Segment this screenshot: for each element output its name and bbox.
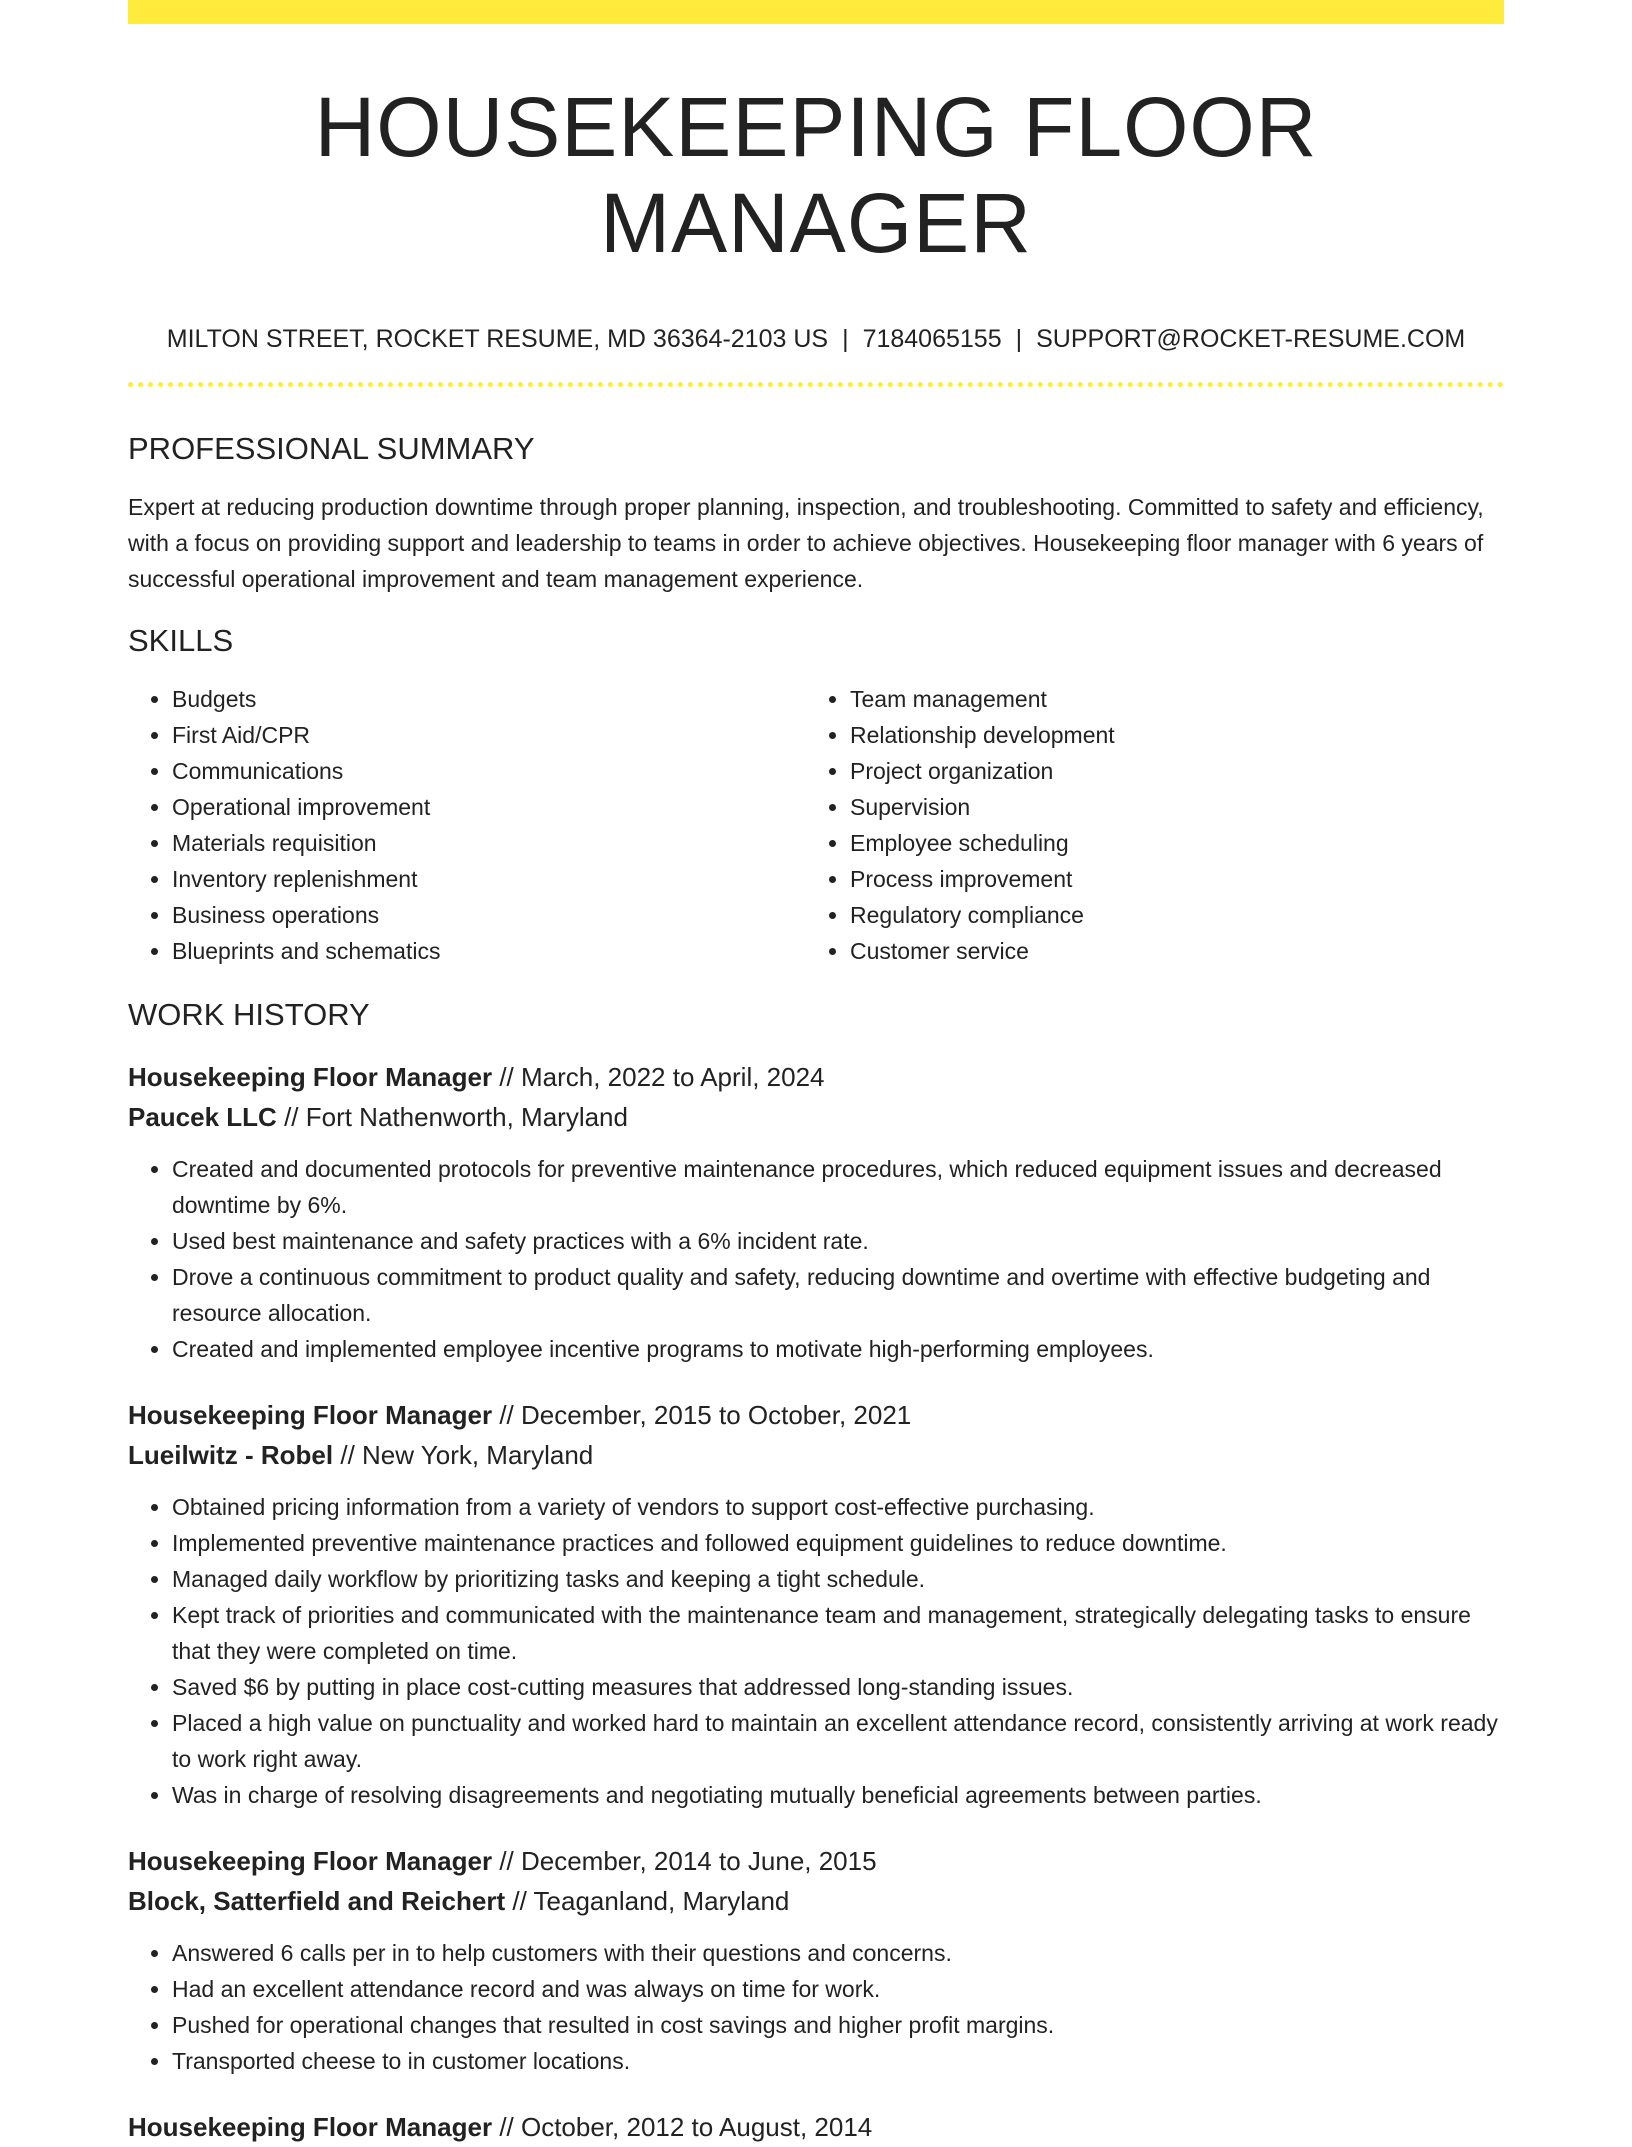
job-location: // Fort Nathenworth, Maryland <box>284 1102 628 1132</box>
dotted-divider <box>128 382 1504 387</box>
skill-item: • Blueprints and schematics <box>172 933 806 969</box>
job-bullet: • Transported cheese to in customer locations. <box>172 2043 1504 2079</box>
skill-item: • Employee scheduling <box>850 825 1484 861</box>
job-title-line <box>128 1057 1504 1097</box>
job-dates: // March, 2022 to April, 2024 <box>499 1062 825 1092</box>
job-entry <box>128 2107 1504 2147</box>
skills-list <box>128 681 1504 969</box>
top-accent-bar <box>128 0 1504 24</box>
contact-separator: | <box>842 325 849 353</box>
resume-name: HOUSEKEEPING FLOOR MANAGER <box>314 80 1318 270</box>
skill-item: • Materials requisition <box>172 825 806 861</box>
job-entry <box>128 1057 1504 1367</box>
job-role: Housekeeping Floor Manager <box>128 1400 493 1430</box>
job-dates: // October, 2012 to August, 2014 <box>499 2112 873 2142</box>
job-bullets <box>128 1489 1504 1813</box>
contact-line <box>128 323 1504 355</box>
job-title-line <box>128 1841 1504 1881</box>
summary-text: Expert at reducing production downtime through proper planning, inspection, and troubleshooting. Committed to safety and efficiency, with a focus on providing support and leadership to teams in order to achieve objectives. Housekeeping floor manager with 6 years of successful operational improvement and team management experience. <box>128 494 1484 592</box>
skill-item: • Budgets <box>172 681 806 717</box>
job-dates: // December, 2015 to October, 2021 <box>499 1400 912 1430</box>
job-role: Housekeeping Floor Manager <box>128 2112 493 2142</box>
job-bullet: • Created and implemented employee incentive programs to motivate high-performing employees. <box>172 1331 1504 1367</box>
job-bullet: • Drove a continuous commitment to product quality and safety, reducing downtime and overtime with effective budgeting and resource allocation. <box>172 1259 1504 1331</box>
job-entry <box>128 1395 1504 1813</box>
job-bullet: • Created and documented protocols for preventive maintenance procedures, which reduced equipment issues and decreased downtime by 6%. <box>172 1151 1504 1223</box>
job-location: // New York, Maryland <box>340 1440 594 1470</box>
job-bullet: • Used best maintenance and safety practices with a 6% incident rate. <box>172 1223 1504 1259</box>
job-location: // Teaganland, Maryland <box>512 1886 790 1916</box>
skill-item: • Regulatory compliance <box>850 897 1484 933</box>
resume-page <box>128 0 1504 2147</box>
job-bullet: • Was in charge of resolving disagreements and negotiating mutually beneficial agreements between parties. <box>172 1777 1504 1813</box>
contact-email: SUPPORT@ROCKET-RESUME.COM <box>1036 325 1466 353</box>
job-bullet: • Implemented preventive maintenance practices and followed equipment guidelines to reduce downtime. <box>172 1525 1504 1561</box>
job-company: Block, Satterfield and Reichert <box>128 1886 506 1916</box>
job-title-line <box>128 2107 1504 2147</box>
summary-heading: PROFESSIONAL SUMMARY <box>128 431 535 466</box>
job-bullet: • Had an excellent attendance record and was always on time for work. <box>172 1971 1504 2007</box>
skills-heading: SKILLS <box>128 623 234 658</box>
skills-column-right <box>806 681 1484 969</box>
skill-item: • Customer service <box>850 933 1484 969</box>
skill-item: • Communications <box>172 753 806 789</box>
skill-item: • Project organization <box>850 753 1484 789</box>
job-bullet: • Managed daily workflow by prioritizing tasks and keeping a tight schedule. <box>172 1561 1504 1597</box>
skill-item: • Supervision <box>850 789 1484 825</box>
job-entry <box>128 1841 1504 2079</box>
job-company-line <box>128 1097 1504 1137</box>
contact-address: MILTON STREET, ROCKET RESUME, MD 36364-2103 US <box>166 325 829 353</box>
job-bullets <box>128 1935 1504 2079</box>
work-history-heading: WORK HISTORY <box>128 997 370 1032</box>
skill-item: • Inventory replenishment <box>172 861 806 897</box>
skill-item: • Business operations <box>172 897 806 933</box>
skill-item: • Operational improvement <box>172 789 806 825</box>
skills-column-left <box>128 681 806 969</box>
job-bullet: • Pushed for operational changes that resulted in cost savings and higher profit margins. <box>172 2007 1504 2043</box>
job-company-line <box>128 1881 1504 1921</box>
job-bullets <box>128 1151 1504 1367</box>
skill-item: • Team management <box>850 681 1484 717</box>
job-bullet: • Saved $6 by putting in place cost-cutting measures that addressed long-standing issues. <box>172 1669 1504 1705</box>
job-bullet: • Placed a high value on punctuality and worked hard to maintain an excellent attendance record, consistently arriving at work ready to work right away. <box>172 1705 1504 1777</box>
job-bullet: • Answered 6 calls per in to help customers with their questions and concerns. <box>172 1935 1504 1971</box>
skill-item: • Process improvement <box>850 861 1484 897</box>
job-role: Housekeeping Floor Manager <box>128 1846 493 1876</box>
job-company: Paucek LLC <box>128 1102 277 1132</box>
job-bullet: • Obtained pricing information from a variety of vendors to support cost-effective purchasing. <box>172 1489 1504 1525</box>
job-company: Lueilwitz - Robel <box>128 1440 334 1470</box>
job-role: Housekeeping Floor Manager <box>128 1062 493 1092</box>
job-bullet: • Kept track of priorities and communicated with the maintenance team and management, strategically delegating tasks to ensure that they were completed on time. <box>172 1597 1504 1669</box>
contact-phone: 7184065155 <box>862 325 1002 353</box>
contact-separator: | <box>1015 325 1023 353</box>
job-dates: // December, 2014 to June, 2015 <box>499 1846 877 1876</box>
job-title-line <box>128 1395 1504 1435</box>
skill-item: • Relationship development <box>850 717 1484 753</box>
job-company-line <box>128 1435 1504 1475</box>
skill-item: • First Aid/CPR <box>172 717 806 753</box>
